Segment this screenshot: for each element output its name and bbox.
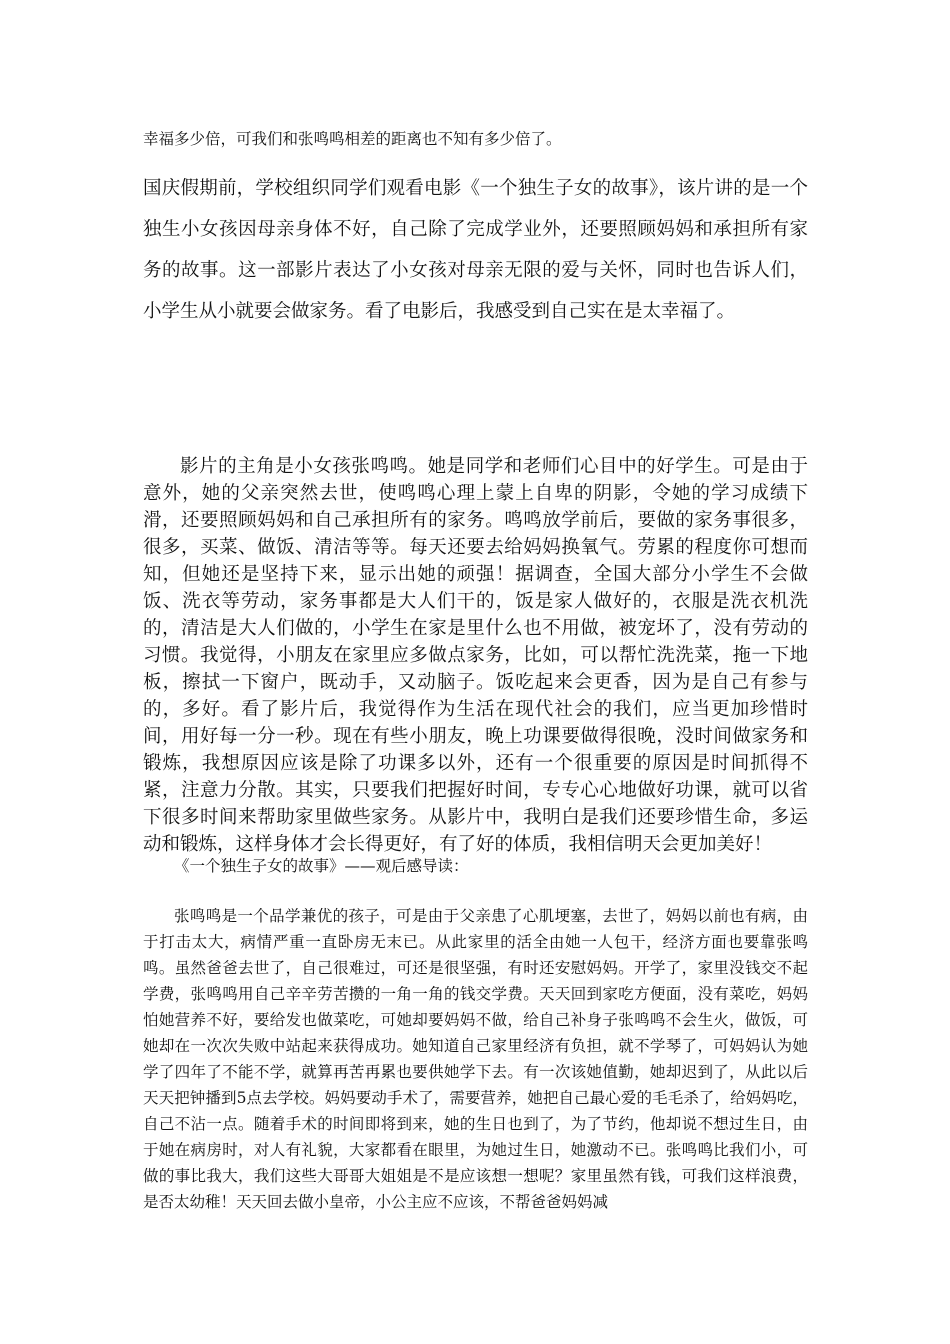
paragraph-intro: 国庆假期前，学校组织同学们观看电影《一个独生子女的故事》，该片讲的是一个独生小女孩因母亲身体不好，自己除了完成学业外，还要照顾妈妈和承担所有家务的故事。这一部影片表达了小女孩对母亲无限的爱与关怀，同时也告诉人们，小学生从小就要会做家务。看了电影后，我感受到自己实在是太幸福了。 (143, 178, 808, 322)
paragraph-guide-body: 张鸣鸣是一个品学兼优的孩子，可是由于父亲患了心肌埂塞，去世了，妈妈以前也有病，由于打击太大，病情严重一直卧房无末已。从此家里的活全由她一人包干，经济方面也要靠张鸣鸣。虽然爸爸去世了，自己很难过，可还是很坚强，有时还安慰妈妈。开学了，家里没钱交不起学费，张鸣鸣用自己辛辛劳苦攒的一角一角的钱交学费。天天回到家吃方便面，没有菜吃，妈妈怕她营养不好，要给发也做菜吃，可她却要妈妈不做，给自己补身子张鸣鸣不会生火，做饭，可她却在一次次失败中站起来获得成功。她知道自己家里经济有负担，就不学琴了，可妈妈认为她学了四年了不能不学，就算再苦再累也要供她学下去。有一次该她值勤，她却迟到了，从此以后天天把钟播到5点去学校。妈妈要动手术了，需要营养，她把自己最心爱的毛毛杀了，给妈妈吃，自己不沾一点。随着手术的时间即将到来，她的生日也到了，为了节约，他却说不想过生日，由于她在病房时，对人有礼貌，大家都看在眼里，为她过生日，她激动不已。张鸣鸣比我们小，可做的事比我大，我们这些大哥哥大姐姐是不是应该想一想呢？家里虽然有钱，可我们这样浪费，是否太幼稚！天天回去做小皇帝，小公主应不应该，不帮爸爸妈妈减 (143, 907, 808, 1211)
paragraph-guide-heading: 《一个独生子女的故事》——观后感导读： (174, 857, 469, 875)
paragraph-continuation: 幸福多少倍，可我们和张鸣鸣相差的距离也不知有多少倍了。 (143, 130, 562, 148)
paragraph-main-body: 影片的主角是小女孩张鸣鸣。她是同学和老师们心目中的好学生。可是由于意外，她的父亲突然去世，使鸣鸣心理上蒙上自卑的阴影，令她的学习成绩下滑，还要照顾妈妈和自己承担所有的家务。鸣鸣放学前后，要做的家务事很多，很多，买菜、做饭、清洁等等。每天还要去给妈妈换氧气。劳累的程度你可想而知，但她还是坚持下来，显示出她的顽强！据调查，全国大部分小学生不会做饭、洗衣等劳动，家务事都是大人们干的，饭是家人做好的，衣服是洗衣机洗的，清洁是大人们做的，小学生在家是里什么也不用做，被宠坏了，没有劳动的习惯。我觉得，小朋友在家里应多做点家务，比如，可以帮忙洗洗菜，拖一下地板，擦拭一下窗户，既动手，又动脑子。饭吃起来会更香，因为是自己有参与的，多好。看了影片后，我觉得作为生活在现代社会的我们，应当更加珍惜时间，用好每一分一秒。现在有些小朋友，晚上功课要做得很晚，没时间做家务和锻炼，我想原因应该是除了功课多以外，还有一个很重要的原因是时间抓得不紧，注意力分散。其实，只要我们把握好时间，专专心心地做好功课，就可以省下很多时间来帮助家里做些家务。从影片中，我明白是我们还要珍惜生命，多运动和锻炼，这样身体才会长得更好，有了好的体质，我相信明天会更加美好！ (143, 456, 808, 855)
